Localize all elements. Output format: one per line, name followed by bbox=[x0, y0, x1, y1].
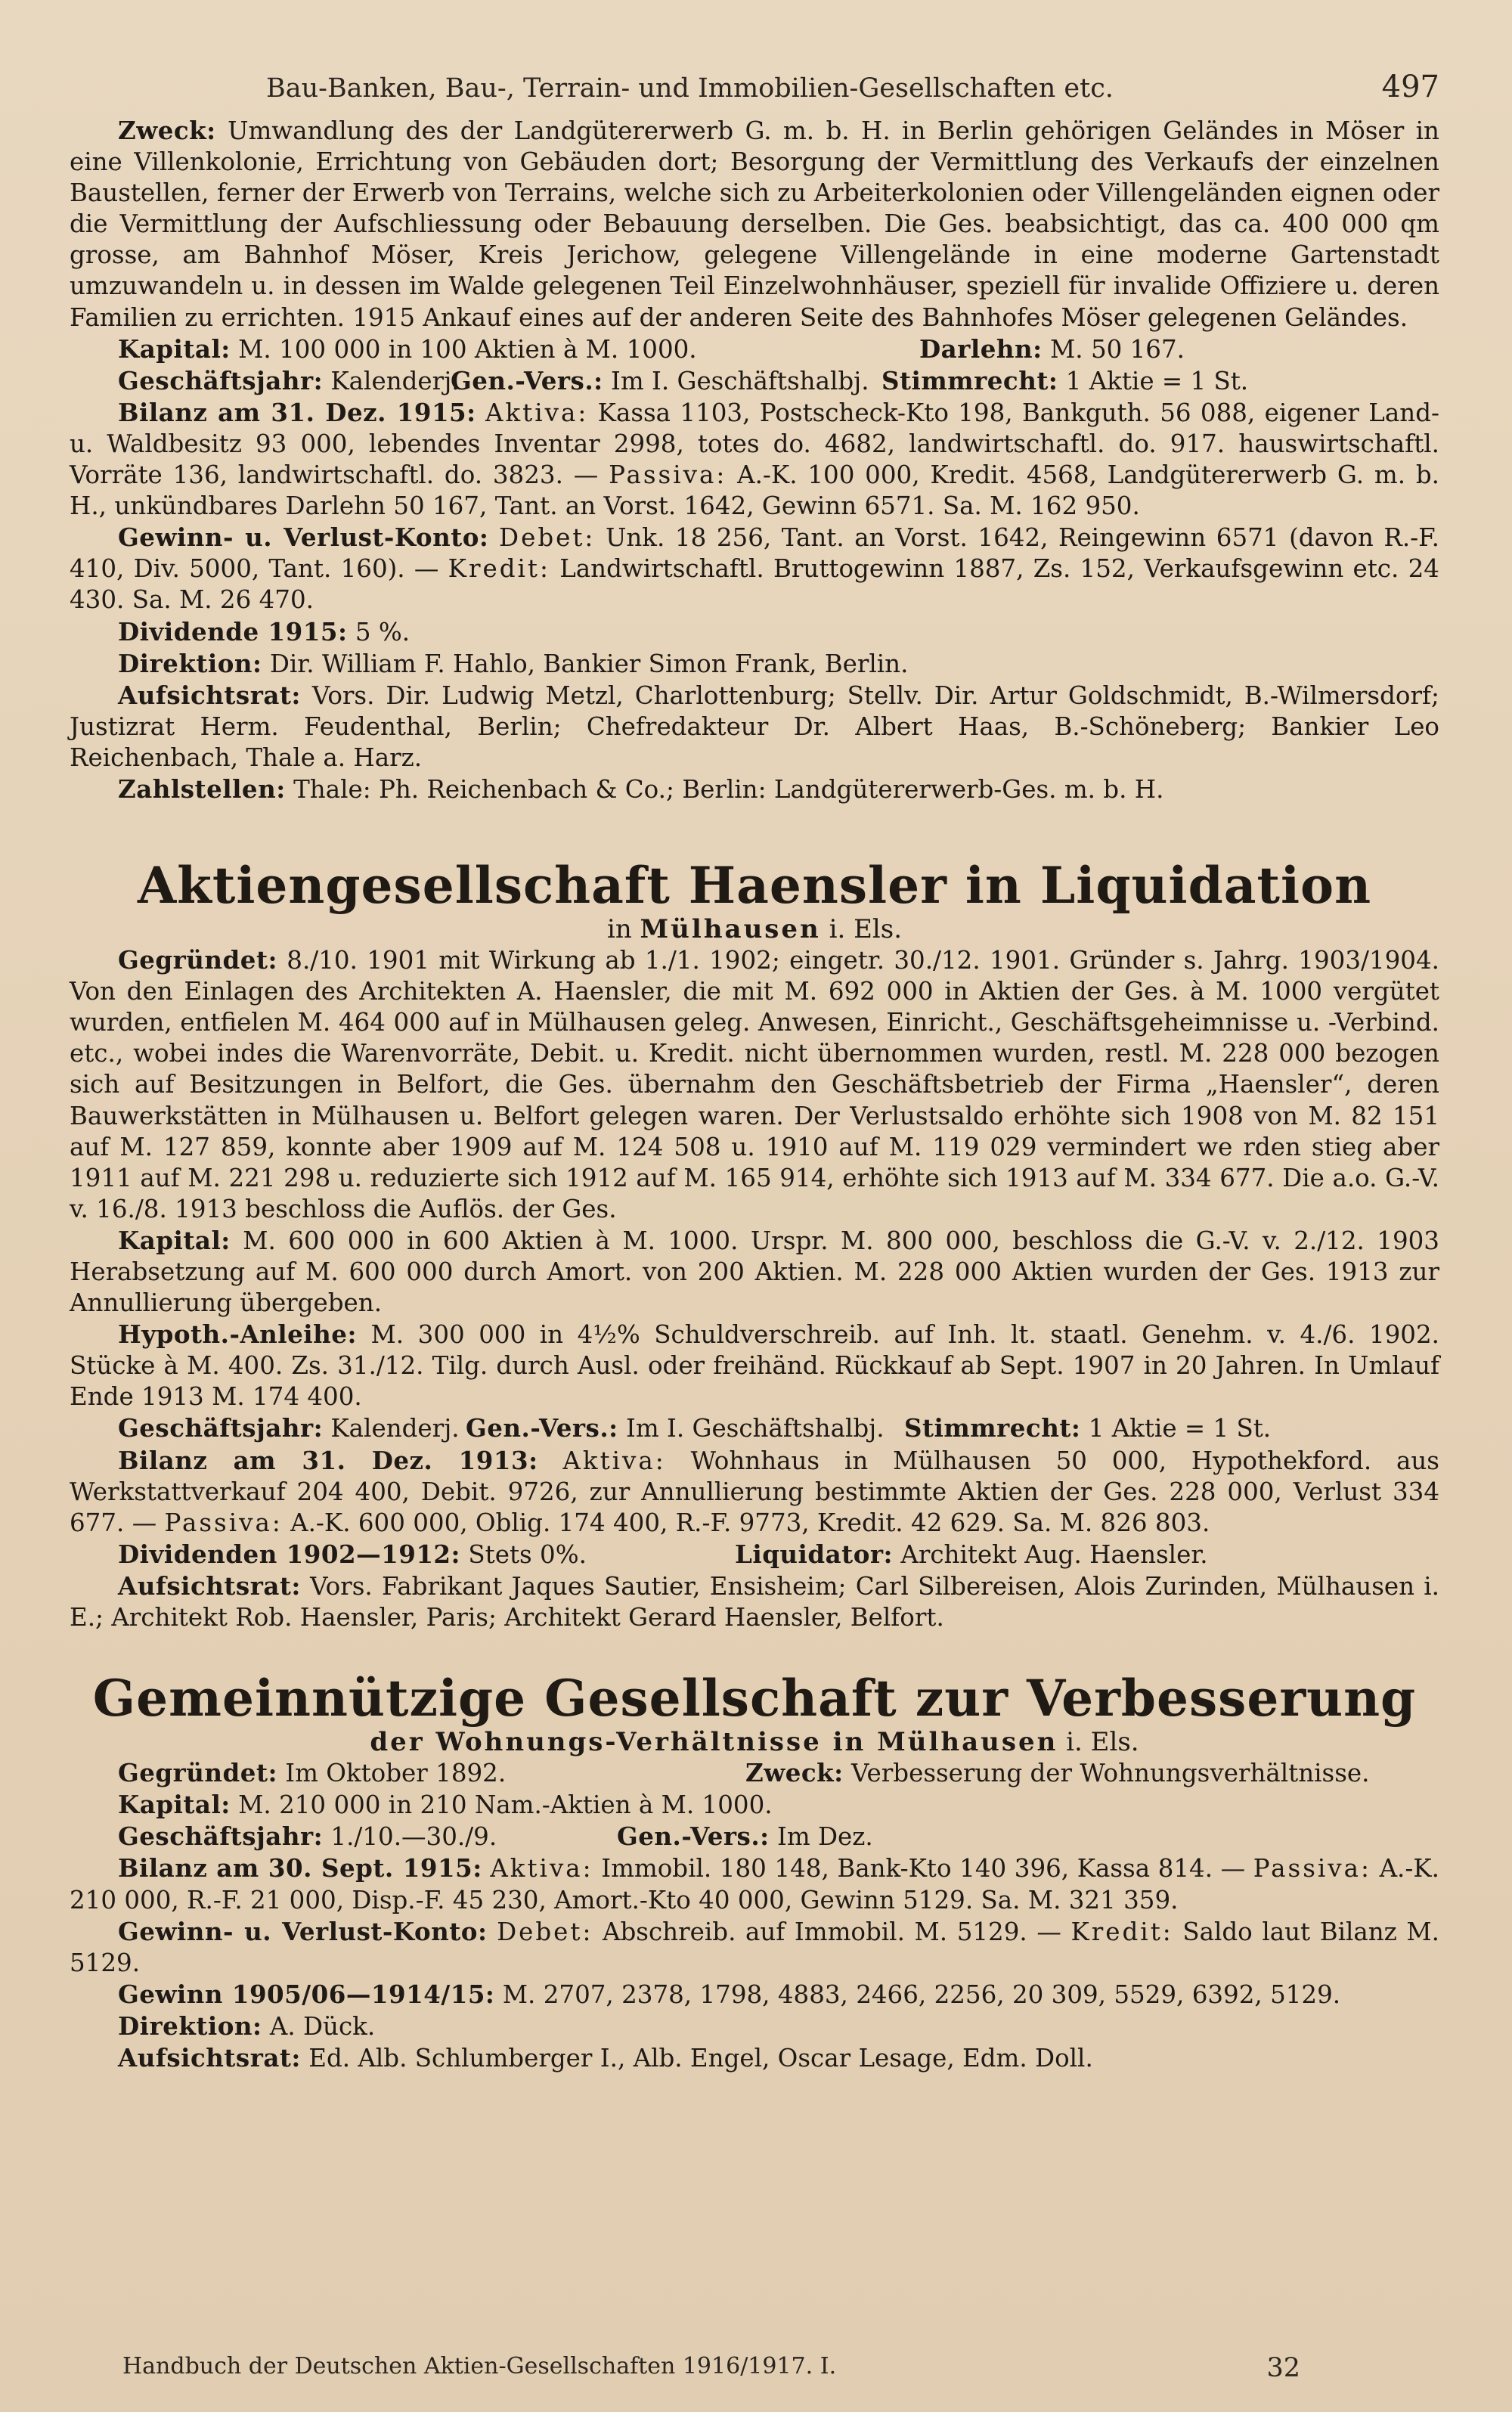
page-number: 497 bbox=[1381, 70, 1439, 104]
zweck-paragraph: Zweck: Umwandlung des der Landgütererwerb G. m. b. H. in Berlin gehörigen Geländes in Möser in eine Villenkolonie, Errichtung von Gebäuden dort; Besorgung der Vermittlung des Verkaufs der einzelnen Baustellen, ferner der Erwerb von Terrains, welche sich zu Arbeiterkolonien oder Villengeländen eignen oder die Vermittlung der Aufschliessung oder Bebauung derselben. Die Ges. beabsichtigt, das ca. 400 000 qm grosse, am Bahnhof Möser, Kreis Jerichow, gelegene Villengelände in eine moderne Gartenstadt umzuwandeln u. in dessen im Walde gelegenen Teil Einzelwohnhäuser, speziell für invalide Offiziere u. deren Familien zu errichten. 1915 Ankauf eines auf der anderen Seite des Bahnhofes Möser gelegenen Geländes. bbox=[70, 116, 1439, 332]
guv-paragraph: Gewinn- u. Verlust-Konto: Debet: Abschreib. auf Immobil. M. 5129. — Kredit: Saldo laut Bilanz M. 5129. bbox=[70, 1916, 1439, 1977]
company-entry-3 bbox=[70, 1669, 1439, 2074]
bilanz-paragraph: Bilanz am 31. Dez. 1913: Aktiva: Wohnhaus in Mülhausen 50 000, Hypothekford. aus Werkstattverkauf 204 400, Debit. 9726, zur Annullierung bestimmte Aktien der Ges. 228 000, Verlust 334 677. — Passiva: A.-K. 600 000, Oblig. 174 400, R.-F. 9773, Kredit. 42 629. Sa. M. 826 803. bbox=[70, 1445, 1439, 1537]
aufsichtsrat-paragraph: Aufsichtsrat: Vors. Dir. Ludwig Metzl, Charlottenburg; Stellv. Dir. Artur Goldschmidt, B.-Wilmersdorf; Justizrat Herm. Feudenthal, Berlin; Chefredakteur Dr. Albert Haas, B.-Schöneberg; Bankier Leo Reichenbach, Thale a. Harz. bbox=[70, 680, 1439, 772]
running-title: Bau-Banken, Bau-, Terrain- und Immobilien-Gesellschaften etc. bbox=[266, 73, 1114, 104]
zahlstellen-line: Zahlstellen: Thale: Ph. Reichenbach & Co.; Berlin: Landgütererwerb-Ges. m. b. H. bbox=[118, 774, 1164, 804]
geschaeftsjahr-row: Geschäftsjahr: 1./10.—30./9. Gen.-Vers.: Im Dez. bbox=[118, 1821, 873, 1852]
hypothek-paragraph: Hypoth.-Anleihe: M. 300 000 in 4½% Schuldverschreib. auf Inh. lt. staatl. Genehm. v. 4./6. 1902. Stücke à M. 400. Zs. 31./12. Tilg. durch Ausl. oder freihänd. Rückkauf ab Sept. 1907 in 20 Jahren. In Umlauf Ende 1913 M. 174 400. bbox=[70, 1319, 1439, 1412]
kapital-row: Kapital: M. 100 000 in 100 Aktien à M. 1000. Darlehn: M. 50 167. bbox=[118, 333, 1185, 364]
company-entry-2 bbox=[70, 857, 1439, 1633]
page-header bbox=[70, 70, 1439, 115]
sheet-signature: 32 bbox=[1266, 2353, 1300, 2383]
kapital-row: Kapital: M. 210 000 in 210 Nam.-Aktien à M. 1000. bbox=[118, 1790, 773, 1820]
aufsichtsrat-line: Aufsichtsrat: Ed. Alb. Schlumberger I., Alb. Engel, Oscar Lesage, Edm. Doll. bbox=[118, 2042, 1093, 2073]
company-subtitle: in Mülhausen i. Els. bbox=[606, 914, 903, 945]
book-title: Handbuch der Deutschen Aktien-Gesellschaften 1916/1917. I. bbox=[122, 2353, 837, 2379]
bilanz-paragraph: Bilanz am 30. Sept. 1915: Aktiva: Immobil. 180 148, Bank-Kto 140 396, Kassa 814. — Passiva: A.-K. 210 000, R.-F. 21 000, Disp.-F. 45 230, Amort.-Kto 40 000, Gewinn 5129. Sa. M. 321 359. bbox=[70, 1853, 1439, 1914]
gegruendet-paragraph: Gegründet: 8./10. 1901 mit Wirkung ab 1./1. 1902; eingetr. 30./12. 1901. Gründer s. Jahrg. 1903/1904. Von den Einlagen des Architekten A. Haensler, die mit M. 692 000 in Aktien der Ges. à M. 1000 vergütet wurden, entfielen M. 464 000 auf in Mülhausen geleg. Anwesen, Einricht., Geschäftsgeheimnisse u. -Verbind. etc., wobei indes die Warenvorräte, Debit. u. Kredit. nicht übernommen wurden, restl. M. 228 000 bezogen sich auf Besitzungen in Belfort, die Ges. übernahm den Geschäftsbetrieb der Firma „Haensler“, deren Bauwerkstätten in Mülhausen u. Belfort gelegen waren. Der Verlustsaldo erhöhte sich 1908 von M. 82 151 auf M. 127 859, konnte aber 1909 auf M. 124 508 u. 1910 auf M. 119 029 vermindert we rden stieg aber 1911 auf M. 221 298 u. reduzierte sich 1912 auf M. 165 914, erhöhte sich 1913 auf M. 334 677. Die a.o. G.-V. v. 16./8. 1913 beschloss die Auflös. der Ges. bbox=[70, 945, 1439, 1223]
dividende-line: Dividende 1915: 5 %. bbox=[118, 616, 411, 646]
company-subtitle: der Wohnungs-Verhältnisse in Mülhausen i. Els. bbox=[370, 1727, 1139, 1758]
page-footer bbox=[122, 2353, 1300, 2383]
gegruendet-row: Gegründet: Im Oktober 1892. Zweck: Verbesserung der Wohnungsverhältnisse. bbox=[118, 1758, 1370, 1788]
aufsichtsrat-paragraph: Aufsichtsrat: Vors. Fabrikant Jaques Sautier, Ensisheim; Carl Silbereisen, Alois Zurinden, Mülhausen i. E.; Architekt Rob. Haensler, Paris; Architekt Gerard Haensler, Belfort. bbox=[70, 1570, 1439, 1632]
guv-paragraph: Gewinn- u. Verlust-Konto: Debet: Unk. 18 256, Tant. an Vorst. 1642, Reingewinn 6571 (davon R.-F. 410, Div. 5000, Tant. 160). — Kredit: Landwirtschaftl. Bruttogewinn 1887, Zs. 152, Verkaufsgewinn etc. 24 430. Sa. M. 26 470. bbox=[70, 522, 1439, 615]
bilanz-paragraph: Bilanz am 31. Dez. 1915: Aktiva: Kassa 1103, Postscheck-Kto 198, Bankguth. 56 088, eigener Land- u. Waldbesitz 93 000, lebendes Inventar 2998, totes do. 4682, landwirtschaftl. do. 917. hauswirtschaftl. Vorräte 136, landwirtschaftl. do. 3823. — Passiva: A.-K. 100 000, Kredit. 4568, Landgütererwerb G. m. b. H., unkündbares Darlehn 50 167, Tant. an Vorst. 1642, Gewinn 6571. Sa. M. 162 950. bbox=[70, 397, 1439, 521]
company-title: Aktiengesellschaft Haensler in Liquidation bbox=[137, 856, 1372, 916]
company-title: Gemeinnützige Gesellschaft zur Verbesserung bbox=[92, 1669, 1417, 1728]
geschaeftsjahr-row: Geschäftsjahr: Kalenderj. Gen.-Vers.: Im I. Geschäftshalbj. Stimmrecht: 1 Aktie = 1 St. bbox=[118, 1413, 1272, 1443]
company-entry-1 bbox=[70, 115, 1439, 805]
geschaeftsjahr-row: Geschäftsjahr: Kalenderj. Gen.-Vers.: Im I. Geschäftshalbj. Stimmrecht: 1 Aktie = 1 St. bbox=[118, 365, 1249, 395]
gewinn-history-line: Gewinn 1905/06—1914/15: M. 2707, 2378, 1798, 4883, 2466, 2256, 20 309, 5529, 6392, 5129. bbox=[118, 1979, 1341, 2009]
kapital-paragraph: Kapital: M. 600 000 in 600 Aktien à M. 1000. Urspr. M. 800 000, beschloss die G.-V. v. 2./12. 1903 Herabsetzung auf M. 600 000 durch Amort. von 200 Aktien. M. 228 000 Aktien wurden der Ges. 1913 zur Annullierung übergeben. bbox=[70, 1225, 1439, 1318]
direktion-line: Direktion: A. Dück. bbox=[118, 2011, 376, 2041]
direktion-line: Direktion: Dir. William F. Hahlo, Bankier Simon Frank, Berlin. bbox=[118, 648, 909, 678]
dividenden-row: Dividenden 1902—1912: Stets 0%. Liquidator: Architekt Aug. Haensler. bbox=[118, 1539, 1208, 1569]
